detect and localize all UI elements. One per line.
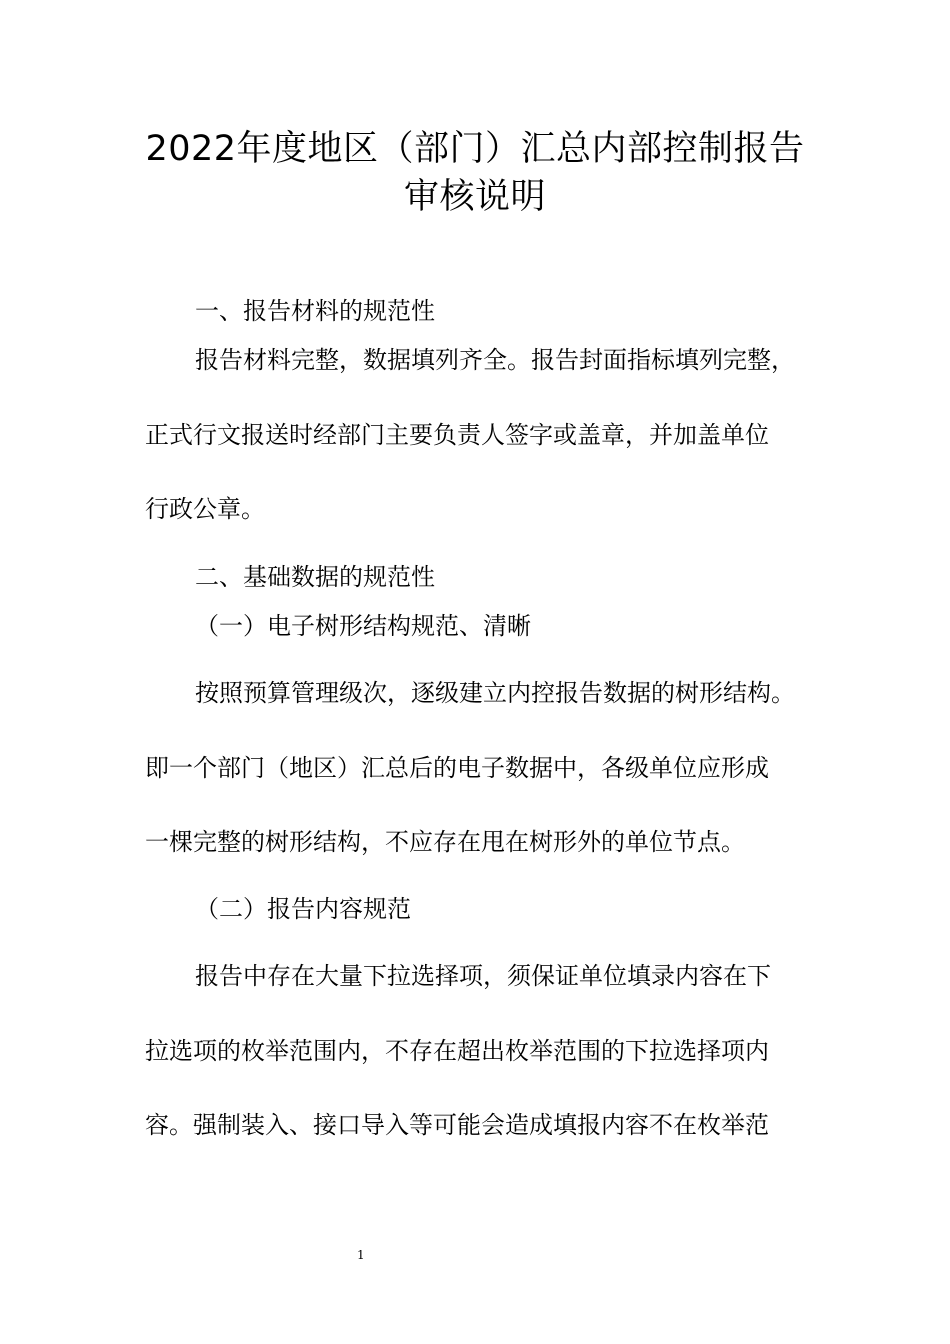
subsection-heading-1: （一）电子树形结构规范、清晰: [195, 612, 531, 640]
page-number: 1: [357, 1248, 365, 1262]
paragraph-line: 容。强制装入、接口导入等可能会造成填报内容不在枚举范: [145, 1111, 769, 1139]
paragraph-line: 报告材料完整，数据填列齐全。报告封面指标填列完整，: [195, 346, 795, 374]
paragraph-line: 报告中存在大量下拉选择项，须保证单位填录内容在下: [195, 962, 771, 990]
paragraph-line: 拉选项的枚举范围内，不存在超出枚举范围的下拉选择项内: [145, 1037, 769, 1065]
paragraph-line: 正式行文报送时经部门主要负责人签字或盖章，并加盖单位: [145, 421, 769, 449]
document-title-line-1: 2022年度地区（部门）汇总内部控制报告: [145, 129, 805, 169]
section-heading-1: 一、报告材料的规范性: [195, 297, 435, 325]
subsection-heading-2: （二）报告内容规范: [195, 895, 411, 923]
document-title-line-2: 审核说明: [403, 177, 546, 217]
section-heading-2: 二、基础数据的规范性: [195, 563, 435, 591]
paragraph-line: 行政公章。: [145, 495, 265, 523]
paragraph-line: 即一个部门（地区）汇总后的电子数据中，各级单位应形成: [145, 754, 769, 782]
paragraph-line: 一棵完整的树形结构，不应存在甩在树形外的单位节点。: [145, 828, 745, 856]
paragraph-line: 按照预算管理级次，逐级建立内控报告数据的树形结构。: [195, 679, 795, 707]
